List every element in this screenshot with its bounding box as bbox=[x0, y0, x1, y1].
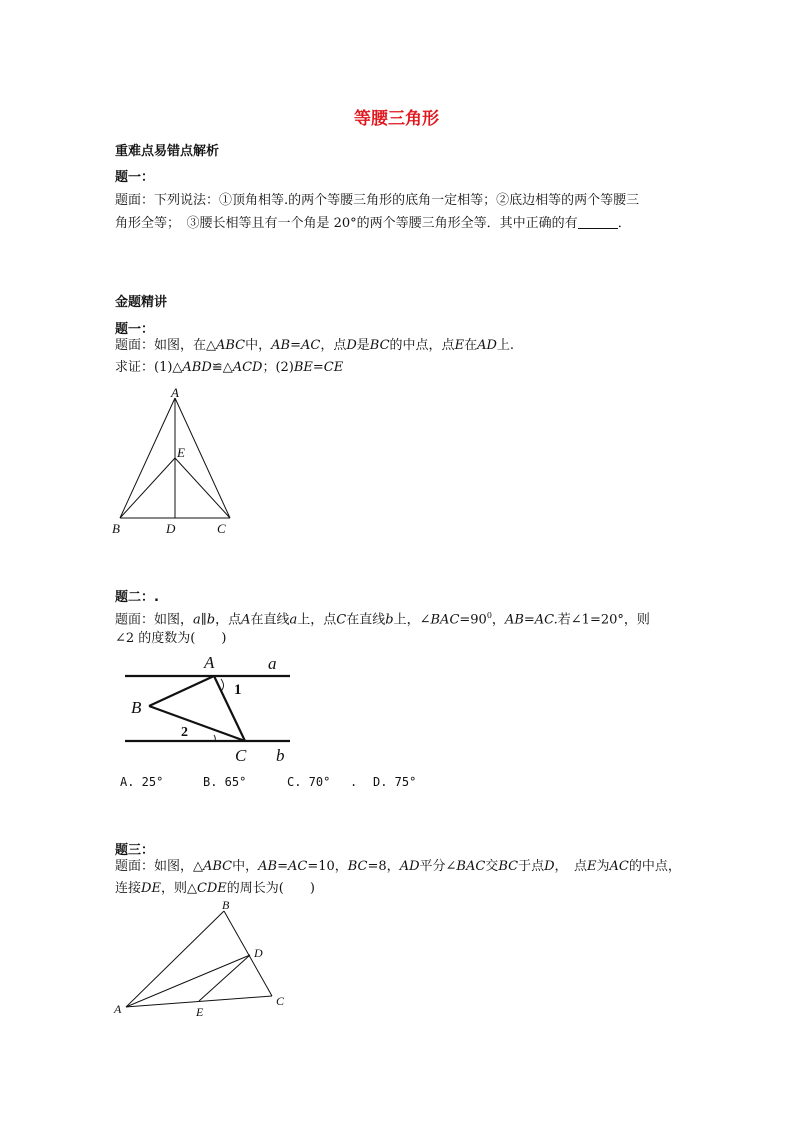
stem-text: 角形全等； ③腰长相等且有一个角是 20°的两个等腰三角形全等．其中正确的有 bbox=[115, 216, 578, 231]
stem-text: ，则△ bbox=[160, 881, 197, 896]
stem-text: 中， bbox=[245, 338, 272, 353]
math-term: BAC bbox=[430, 612, 460, 628]
section-heading-lectures: 金题精讲 bbox=[115, 295, 168, 310]
stem-text: =10， bbox=[307, 859, 348, 874]
option-d: D. 75° bbox=[373, 775, 417, 789]
stem-text: 为 bbox=[596, 859, 610, 874]
problem-label: 题一： bbox=[115, 170, 155, 185]
segment-de bbox=[199, 955, 250, 1001]
point-label-c: C bbox=[235, 746, 247, 765]
figure-problem-1 bbox=[100, 380, 250, 545]
stem-text: 题面：如图，△ bbox=[115, 859, 203, 874]
point-label-b: B bbox=[222, 898, 230, 912]
point-label-e: E bbox=[196, 1005, 204, 1019]
math-term: ACD bbox=[232, 360, 263, 375]
option-c: C. 70° bbox=[287, 775, 331, 789]
point-label-b: B bbox=[131, 698, 142, 717]
problem-stem-line bbox=[115, 212, 631, 235]
math-term: BC bbox=[498, 859, 519, 874]
math-term: AB=AC bbox=[258, 859, 308, 874]
stem-text: 若∠1=20°，则 bbox=[557, 612, 650, 628]
problem-stem-line: ∠2 的度数为( ) bbox=[115, 631, 227, 646]
math-term: DE bbox=[141, 881, 161, 896]
math-term: AD bbox=[399, 859, 420, 874]
option-a: A. 25° bbox=[120, 775, 164, 789]
point-label-d: D bbox=[166, 521, 176, 536]
segment-be bbox=[120, 458, 175, 518]
math-term: E bbox=[454, 338, 465, 353]
degree-superscript: 0 bbox=[486, 611, 492, 620]
page-title: 等腰三角形 bbox=[354, 109, 439, 129]
stem-text: 平分∠ bbox=[419, 859, 457, 874]
problem-stem-line bbox=[115, 855, 681, 878]
math-term: D bbox=[346, 338, 357, 353]
line-label-b: b bbox=[276, 746, 285, 765]
stem-text: 上，点 bbox=[297, 612, 337, 628]
stem-text: 在 bbox=[464, 338, 478, 353]
point-label-a: A bbox=[171, 385, 179, 400]
stem-text: ． bbox=[617, 216, 631, 231]
math-term: BE=CE bbox=[293, 360, 344, 375]
math-term: b bbox=[385, 612, 394, 628]
point-label-d: D bbox=[254, 946, 263, 960]
segment-bc bbox=[224, 911, 272, 996]
math-term: a bbox=[289, 612, 298, 628]
point-label-e: E bbox=[177, 445, 185, 460]
math-term: BC bbox=[369, 338, 390, 353]
stem-text: 于点 bbox=[518, 859, 545, 874]
point-label-b: B bbox=[112, 521, 120, 536]
stem-text: 的中点，点 bbox=[389, 338, 455, 353]
math-term: E bbox=[587, 859, 597, 874]
math-term: BAC bbox=[456, 859, 486, 874]
point-label-c: C bbox=[276, 994, 285, 1008]
math-term: BC bbox=[347, 859, 368, 874]
stem-text: ，点 bbox=[215, 612, 242, 628]
math-term: C bbox=[336, 612, 347, 628]
stem-text: 在直线 bbox=[346, 612, 386, 628]
stem-text: 连接 bbox=[115, 881, 142, 896]
figure-problem-3 bbox=[105, 895, 305, 1025]
line-label-a: a bbox=[268, 654, 277, 673]
section-heading-analysis: 重难点易错点解析 bbox=[115, 144, 220, 159]
angle-label-2: 2 bbox=[181, 725, 188, 740]
stem-text: 上. bbox=[496, 338, 515, 353]
answer-blank bbox=[578, 214, 618, 229]
stem-text: ，点 bbox=[320, 338, 347, 353]
math-term: AB=AC bbox=[271, 338, 321, 353]
figure-problem-2 bbox=[118, 648, 303, 768]
point-label-a: A bbox=[204, 653, 215, 672]
math-term: A bbox=[241, 612, 251, 628]
math-term: a∥b bbox=[193, 612, 216, 628]
stem-text: ， 点 bbox=[554, 859, 588, 874]
math-term: AD bbox=[477, 338, 497, 353]
segment-ab bbox=[149, 676, 214, 706]
problem-label: 题二：. bbox=[115, 590, 159, 605]
math-term: D bbox=[544, 859, 555, 874]
option-separator: . bbox=[350, 775, 358, 789]
stem-text: =8， bbox=[367, 859, 400, 874]
stem-text: ；(2) bbox=[262, 360, 294, 375]
stem-text: 是 bbox=[356, 338, 370, 353]
segment-ab bbox=[120, 398, 175, 518]
problem-prove-line bbox=[115, 356, 343, 379]
stem-text: ， bbox=[491, 612, 505, 628]
math-term: AC bbox=[609, 859, 629, 874]
point-label-c: C bbox=[217, 521, 226, 536]
angle-label-1: 1 bbox=[234, 682, 242, 698]
point-label-a: A bbox=[114, 1002, 122, 1016]
stem-text: 在直线 bbox=[250, 612, 290, 628]
stem-text: 上，∠ bbox=[393, 612, 431, 628]
stem-text: 中， bbox=[232, 859, 259, 874]
math-term: AB=AC. bbox=[504, 612, 558, 628]
stem-text: 求证：(1)△ bbox=[115, 360, 183, 375]
option-b: B. 65° bbox=[203, 775, 247, 789]
math-term: CDE bbox=[196, 881, 227, 896]
stem-text: 的周长为( ) bbox=[226, 881, 315, 896]
math-term: ABC bbox=[203, 859, 233, 874]
math-term: ABD bbox=[182, 360, 212, 375]
segment-ab bbox=[126, 911, 224, 1007]
math-term: ABC bbox=[216, 338, 246, 353]
stem-text: =90 bbox=[459, 612, 487, 628]
stem-text: 交 bbox=[485, 859, 499, 874]
problem-stem-line: 题面：下列说法：①顶角相等.的两个等腰三角形的底角一定相等；②底边相等的两个等腰三 bbox=[115, 193, 640, 208]
stem-text: 的中点， bbox=[628, 859, 681, 874]
problem-stem-line bbox=[115, 334, 514, 357]
stem-text: 题面：如图， bbox=[115, 612, 194, 628]
stem-text: 题面：如图，在△ bbox=[115, 338, 216, 353]
problem-label: 题一： bbox=[115, 322, 155, 337]
segment-ce bbox=[175, 458, 230, 518]
problem-label: 题三： bbox=[115, 843, 155, 858]
stem-text: ≌△ bbox=[211, 360, 233, 375]
